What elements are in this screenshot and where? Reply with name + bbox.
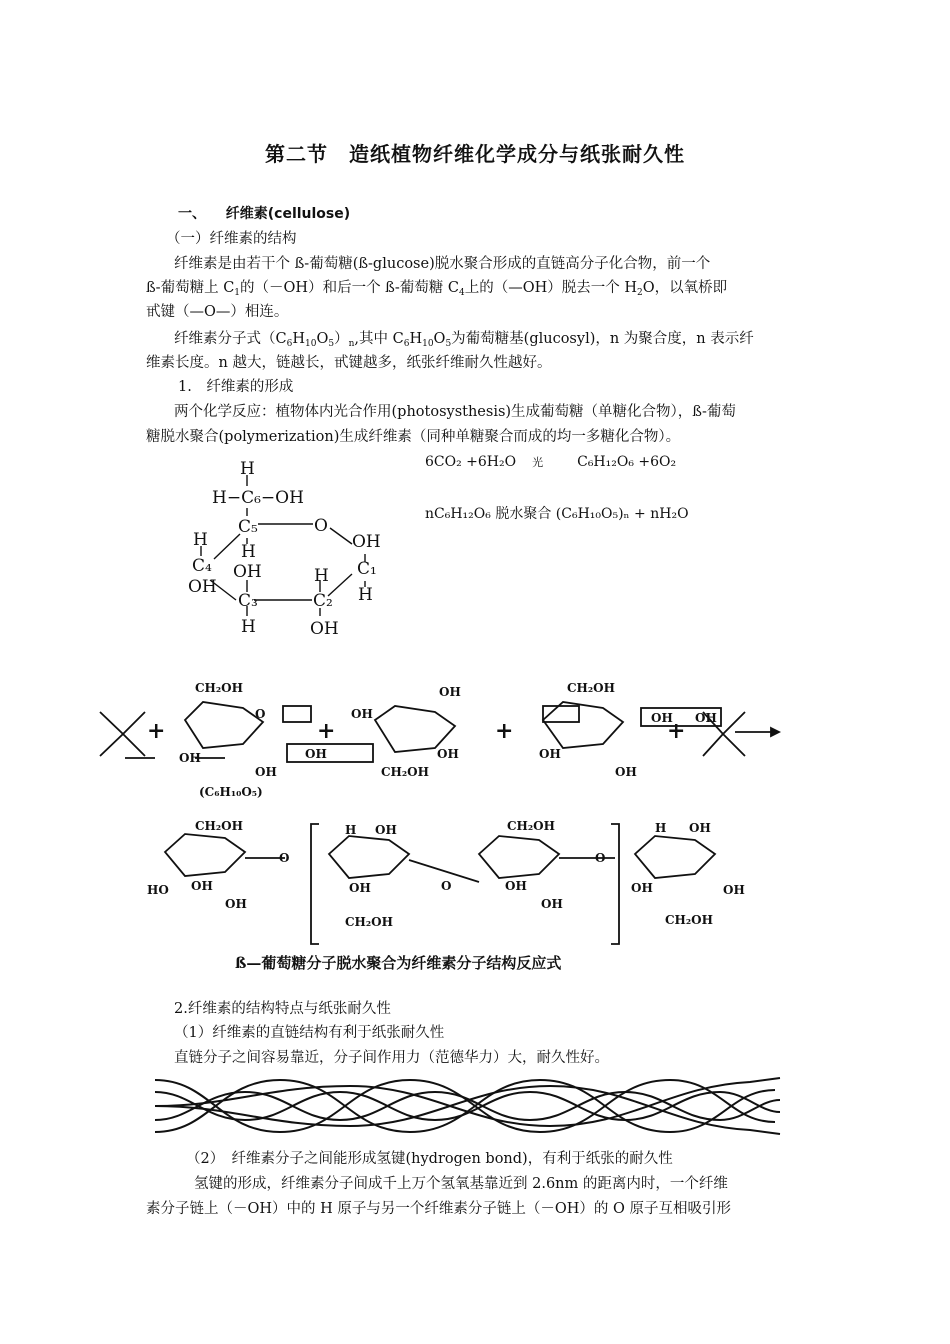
label-oh: OH [615,765,637,779]
label-ch2oh: CH₂OH [195,681,243,695]
label-oh: OH [179,751,201,765]
paragraph-line: 氢键的形成，纤维素分子间成千上万个氢氧基靠近到 2.6nm 的距离内时，一个纤维 [194,1176,728,1192]
label-ho: HO [147,883,169,897]
label-o: O [255,707,266,721]
text-run: 的（－OH）和后一个 ß-葡萄糖 C [240,280,459,296]
label-ch2oh: CH₂OH [665,913,713,927]
ring-group: OH [352,532,381,552]
text-run: ） [334,331,349,347]
paragraph-line: 直链分子之间容易靠近，分子间作用力（范德华力）大，耐久性好。 [174,1050,609,1066]
ring-atom: C₄ [192,556,212,576]
label-oh: OH [305,747,327,761]
subscript: 5 [328,339,335,349]
text-run: H [292,331,305,347]
ring-atom: H [314,566,329,586]
ring-atom: H [240,459,255,479]
products: C₆H₁₂O₆ +6O₂ [577,454,677,470]
text-run: 为葡萄糖基(glucosyl)，n 为聚合度，n 表示纤 [451,331,754,347]
text-run: O [433,331,446,347]
list-item-heading: 1. 纤维素的形成 [178,379,294,395]
plus-sign: + [317,718,336,744]
label-oh: OH [255,765,277,779]
label-oh: OH [225,897,247,911]
ring-atom: H [241,617,256,637]
label-oh: OH [191,879,213,893]
label-oh: OH [631,881,653,895]
label-oh: OH [695,711,717,725]
paragraph-line: 糖脱水聚合(polymerization)生成纤维素（同种单糖聚合而成的均一多糖化合物）。 [146,429,681,445]
ring-atom: C₅ [238,517,258,537]
subsection-heading: （2） 纤维素分子之间能形成氢键(hydrogen bond)，有利于纸张的耐久性 [186,1151,673,1167]
monomer-formula: (C₆H₁₀O₅) [199,785,263,799]
paragraph-line: 素分子链上（－OH）中的 H 原子与另一个纤维素分子链上（－OH）的 O 原子互相吸引形 [146,1201,732,1217]
label-h: H [345,823,357,837]
label-oh: OH [541,897,563,911]
label-oh: OH [351,707,373,721]
label-oh: OH [437,747,459,761]
subscript: 6 [286,339,293,349]
label-ch2oh: CH₂OH [345,915,393,929]
subscript: 4 [458,288,465,298]
figure-caption: ß—葡萄糖分子脱水聚合为纤维素分子结构反应式 [235,954,562,972]
ring-atom: C₂ [313,591,333,611]
plus-sign: + [495,718,514,744]
plus-sign: + [147,718,166,744]
subscript: 10 [305,339,317,349]
subscript: 6 [403,339,410,349]
ring-group: H−C₆−OH [212,488,304,508]
paragraph-line: 维素长度。n 越大，链越长，甙键越多，纸张纤维耐久性越好。 [146,355,552,371]
paragraph-line: 甙键（—O—）相连。 [146,304,289,320]
text-run: ,其中 C [354,331,404,347]
subsection-heading: （一）纤维素的结构 [166,231,297,247]
ring-atom: C₃ [238,591,258,611]
label-o: O [279,851,290,865]
subsection-heading: （1）纤维素的直链结构有利于纸张耐久性 [174,1025,445,1041]
reaction-condition: 光 [532,456,544,469]
text-run: O，以氧桥即 [642,280,728,296]
text-run: H [409,331,423,347]
ring-atom: H [241,542,256,562]
ring-group: OH [310,619,339,639]
text-run: ß-葡萄糖上 C [146,280,235,296]
reaction-equation-2 [425,503,689,523]
subscript: 2 [637,288,643,298]
reaction-equation-1 [425,454,676,470]
row1-labels [147,681,717,799]
ring-atom: C₁ [357,559,377,579]
label-oh: OH [689,821,711,835]
label-oh: OH [505,879,527,893]
subscript: n [348,339,355,349]
paragraph-line: 两个化学反应：植物体内光合作用(photosysthesis)生成葡萄糖（单糖化合物），ß-葡萄 [174,404,736,420]
section-number: 一、 [178,206,206,222]
label-oh: OH [349,881,371,895]
page-title: 第二节 造纸植物纤维化学成分与纸张耐久性 [265,142,685,166]
ring-group: OH [188,577,217,597]
subscript: 10 [422,339,434,349]
label-ch2oh: CH₂OH [195,819,243,833]
ring-atom: H [358,585,373,605]
products: (C₆H₁₀O₅)ₙ + nH₂O [555,506,689,522]
plus-sign: + [667,718,686,744]
polymerization-scheme [95,672,785,982]
subscript: 5 [445,339,452,349]
text-run: O [316,331,329,347]
ring-atom: O [314,516,328,536]
label-oh: OH [651,711,673,725]
paragraph-line: 纤维素是由若干个 ß-葡萄糖(ß-glucose)脱水聚合形成的直链高分子化合物，前一个 [174,256,711,272]
glucose-ring-structure [180,456,400,646]
label-oh: OH [539,747,561,761]
label-oh: OH [439,685,461,699]
reactants: 6CO₂ +6H₂O [425,454,517,470]
label-oh: OH [375,823,397,837]
text-run: 上的（—OH）脱去一个 H [464,280,637,296]
section-heading [178,202,350,226]
text-run: 纤维素分子式（C [174,331,287,347]
label-h: H [655,821,667,835]
list-item-heading: 2.纤维素的结构特点与纸张耐久性 [174,1001,391,1017]
label-o: O [595,851,606,865]
linear-chains-illustration [150,1072,786,1140]
label-o: O [441,879,452,893]
reaction-condition: 脱水聚合 [495,506,552,522]
subscript: 1 [234,288,241,298]
label-ch2oh: CH₂OH [381,765,429,779]
reactants: nC₆H₁₂O₆ [425,506,491,522]
label-oh: OH [723,883,745,897]
ring-group: OH [233,562,262,582]
label-ch2oh: CH₂OH [507,819,555,833]
label-ch2oh: CH₂OH [567,681,615,695]
ring-atom: H [193,530,208,550]
section-title: 纤维素(cellulose) [225,206,351,222]
